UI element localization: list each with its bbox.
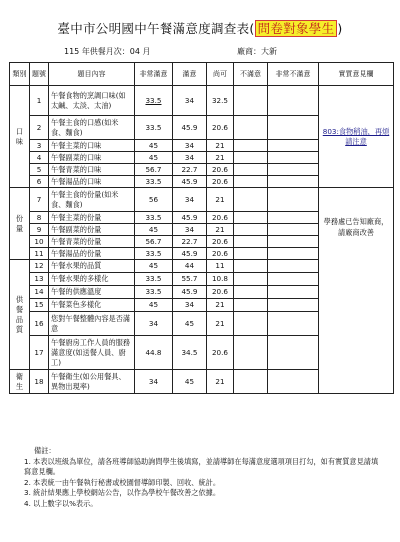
very-satisfied-value	[135, 286, 173, 299]
very-dissatisfied-value	[268, 140, 319, 152]
very-satisfied-number: 45	[148, 140, 159, 150]
very-dissatisfied-value	[268, 273, 319, 286]
very-satisfied-value	[135, 370, 173, 394]
very-satisfied-number: 45	[148, 261, 159, 270]
dissatisfied-value	[234, 224, 268, 236]
notes	[24, 446, 384, 509]
question-number: 6	[30, 176, 49, 188]
question-number: 8	[30, 212, 49, 224]
note-item: 1. 本表以班級為單位，請各班導師協助詢問學生後填寫，並請導師在每滿意度選項項目打勾，如有實質意見請填寫意見欄。	[24, 456, 379, 476]
question-number: 4	[30, 152, 49, 164]
question-number: 2	[30, 116, 49, 140]
very-dissatisfied-value	[268, 312, 319, 336]
category-cell: 份量	[10, 188, 30, 260]
fair-value: 21	[207, 140, 234, 152]
satisfied-value: 45.9	[173, 212, 207, 224]
question-text: 午餐衛生(如公用餐具、異物出現率)	[49, 370, 135, 394]
very-satisfied-value	[135, 336, 173, 370]
satisfied-value: 34.5	[173, 336, 207, 370]
very-satisfied-value	[135, 224, 173, 236]
very-satisfied-value	[135, 86, 173, 116]
very-satisfied-value	[135, 312, 173, 336]
very-satisfied-number: 33.5	[145, 274, 162, 283]
question-text: 午餐水果的品質	[49, 260, 135, 273]
very-satisfied-number: 33.5	[145, 212, 162, 222]
very-satisfied-number: 33.5	[145, 122, 162, 132]
very-satisfied-number: 45	[148, 300, 159, 309]
very-satisfied-number: 56	[148, 194, 159, 204]
very-dissatisfied-value	[268, 176, 319, 188]
note-item: 4. 以上數字以%表示。	[24, 498, 98, 508]
satisfied-value: 34	[173, 86, 207, 116]
very-satisfied-value	[135, 176, 173, 188]
very-satisfied-value	[135, 212, 173, 224]
satisfied-value: 45.9	[173, 176, 207, 188]
question-number: 16	[30, 312, 49, 336]
fair-value: 21	[207, 312, 234, 336]
question-text: 您對午餐整體內容是否滿意	[49, 312, 135, 336]
question-text: 午餐主菜的口味	[49, 140, 135, 152]
fair-value: 20.6	[207, 248, 234, 260]
title-highlight: 問卷對象學生	[255, 20, 338, 37]
satisfied-value: 55.7	[173, 273, 207, 286]
header-category: 類別	[10, 63, 30, 86]
opinion-response-text: 學務處已告知廠商，請廠商改善	[323, 217, 389, 237]
satisfied-value: 34	[173, 224, 207, 236]
table-header-row	[10, 63, 394, 86]
question-text: 午餐湯品的口味	[49, 176, 135, 188]
fair-value: 10.8	[207, 273, 234, 286]
satisfied-value: 44	[173, 260, 207, 273]
dissatisfied-value	[234, 176, 268, 188]
dissatisfied-value	[234, 212, 268, 224]
satisfied-value: 22.7	[173, 236, 207, 248]
very-dissatisfied-value	[268, 224, 319, 236]
very-satisfied-number: 33.5	[145, 248, 162, 258]
question-number: 5	[30, 164, 49, 176]
fair-value: 20.6	[207, 116, 234, 140]
very-satisfied-value	[135, 260, 173, 273]
fair-value: 20.6	[207, 164, 234, 176]
very-satisfied-value	[135, 152, 173, 164]
page-title	[0, 19, 400, 37]
satisfied-value: 34	[173, 299, 207, 312]
dissatisfied-value	[234, 140, 268, 152]
very-dissatisfied-value	[268, 236, 319, 248]
very-satisfied-number: 45	[148, 224, 159, 234]
satisfied-value: 45	[173, 312, 207, 336]
header-dissatisfied: 不滿意	[234, 63, 268, 86]
very-dissatisfied-value	[268, 260, 319, 273]
very-satisfied-number: 56.7	[145, 164, 162, 174]
opinion-cell-top	[319, 86, 394, 188]
fair-value: 21	[207, 152, 234, 164]
dissatisfied-value	[234, 248, 268, 260]
question-number: 13	[30, 273, 49, 286]
dissatisfied-value	[234, 116, 268, 140]
very-dissatisfied-value	[268, 286, 319, 299]
question-text: 午餐水果的多樣化	[49, 273, 135, 286]
satisfied-value: 34	[173, 140, 207, 152]
fair-value: 20.6	[207, 286, 234, 299]
question-number: 11	[30, 248, 49, 260]
note-item: 2. 本表統一由午餐執行秘書或校園督導師印製、回收、統計。	[24, 477, 221, 487]
very-satisfied-number: 56.7	[145, 236, 162, 246]
title-suffix: )	[337, 21, 343, 36]
dissatisfied-value	[234, 273, 268, 286]
category-cell: 衛生	[10, 370, 30, 394]
very-satisfied-number: 44.8	[145, 347, 162, 357]
question-number: 15	[30, 299, 49, 312]
very-satisfied-value	[135, 164, 173, 176]
dissatisfied-value	[234, 260, 268, 273]
very-satisfied-value	[135, 116, 173, 140]
very-satisfied-number: 33.5	[145, 95, 162, 105]
very-dissatisfied-value	[268, 370, 319, 394]
fair-value: 21	[207, 188, 234, 212]
fair-value: 21	[207, 224, 234, 236]
question-text: 午餐食物的烹調口味(如太鹹、太淡、太油)	[49, 86, 135, 116]
fair-value: 21	[207, 299, 234, 312]
very-dissatisfied-value	[268, 164, 319, 176]
question-number: 10	[30, 236, 49, 248]
vendor-name: 廠商：大新	[237, 47, 277, 56]
question-text: 午餐主食的口感(如米食、麵食)	[49, 116, 135, 140]
dissatisfied-value	[234, 86, 268, 116]
satisfied-value: 34	[173, 152, 207, 164]
dissatisfied-value	[234, 188, 268, 212]
question-number: 18	[30, 370, 49, 394]
question-number: 3	[30, 140, 49, 152]
very-satisfied-value	[135, 236, 173, 248]
very-dissatisfied-value	[268, 152, 319, 164]
question-number: 9	[30, 224, 49, 236]
very-dissatisfied-value	[268, 86, 319, 116]
very-satisfied-value	[135, 248, 173, 260]
question-text: 午餐菜色多樣化	[49, 299, 135, 312]
very-satisfied-number: 45	[148, 152, 159, 162]
dissatisfied-value	[234, 164, 268, 176]
category-cell: 口味	[10, 86, 30, 188]
satisfied-value: 45.9	[173, 248, 207, 260]
question-number: 14	[30, 286, 49, 299]
question-number: 1	[30, 86, 49, 116]
category-cell: 供餐品質	[10, 260, 30, 370]
satisfied-value: 45.9	[173, 286, 207, 299]
satisfied-value: 22.7	[173, 164, 207, 176]
very-dissatisfied-value	[268, 212, 319, 224]
table-row	[10, 188, 394, 212]
question-text: 午餐主菜的份量	[49, 212, 135, 224]
question-text: 午餐湯品的份量	[49, 248, 135, 260]
title-prefix: 臺中市公明國中午餐滿意度調查表(	[57, 21, 255, 36]
very-dissatisfied-value	[268, 299, 319, 312]
header-opinion: 實質意見欄	[319, 63, 394, 86]
supply-month: 115 年供餐月次：04 月	[64, 47, 151, 56]
dissatisfied-value	[234, 236, 268, 248]
opinion-cell-bottom	[319, 188, 394, 394]
very-satisfied-value	[135, 188, 173, 212]
very-satisfied-value	[135, 299, 173, 312]
fair-value: 20.6	[207, 176, 234, 188]
header-fair: 尚可	[207, 63, 234, 86]
fair-value: 21	[207, 370, 234, 394]
very-satisfied-value	[135, 140, 173, 152]
fair-value: 32.5	[207, 86, 234, 116]
dissatisfied-value	[234, 286, 268, 299]
fair-value: 11	[207, 260, 234, 273]
very-satisfied-number: 33.5	[145, 176, 162, 186]
question-number: 7	[30, 188, 49, 212]
satisfied-value: 45.9	[173, 116, 207, 140]
header-item: 題目內容	[49, 63, 135, 86]
header-very-satisfied: 非常滿意	[135, 63, 173, 86]
question-text: 午餐副菜的份量	[49, 224, 135, 236]
very-satisfied-value	[135, 273, 173, 286]
question-number: 12	[30, 260, 49, 273]
dissatisfied-value	[234, 299, 268, 312]
survey-table	[9, 62, 394, 394]
very-dissatisfied-value	[268, 248, 319, 260]
header-satisfied: 滿意	[173, 63, 207, 86]
dissatisfied-value	[234, 152, 268, 164]
very-satisfied-number: 34	[148, 318, 159, 328]
opinion-text: 803:食物稍油，再煩請注意	[322, 126, 390, 146]
question-number: 17	[30, 336, 49, 370]
note-item: 3. 統計結果應上學校網站公告，以作為學校午餐改善之依據。	[24, 488, 221, 497]
satisfied-value: 45	[173, 370, 207, 394]
question-text: 午餐的供應溫度	[49, 286, 135, 299]
question-text: 午餐青菜的口味	[49, 164, 135, 176]
fair-value: 20.6	[207, 212, 234, 224]
question-text: 午餐副菜的口味	[49, 152, 135, 164]
very-satisfied-number: 34	[148, 376, 159, 386]
header-very-dissatisfied: 非常不滿意	[268, 63, 319, 86]
dissatisfied-value	[234, 336, 268, 370]
notes-heading: 備註：	[34, 446, 56, 455]
header-number: 題號	[30, 63, 49, 86]
dissatisfied-value	[234, 370, 268, 394]
question-text: 午餐主食的份量(如米食、麵食)	[49, 188, 135, 212]
very-dissatisfied-value	[268, 336, 319, 370]
table-row	[10, 86, 394, 116]
fair-value: 20.6	[207, 336, 234, 370]
very-dissatisfied-value	[268, 116, 319, 140]
very-satisfied-number: 33.5	[145, 287, 162, 296]
very-dissatisfied-value	[268, 188, 319, 212]
question-text: 午餐廚房工作人員的服務滿意度(如送餐人員、廚工)	[49, 336, 135, 370]
dissatisfied-value	[234, 312, 268, 336]
satisfied-value: 34	[173, 188, 207, 212]
fair-value: 20.6	[207, 236, 234, 248]
question-text: 午餐青菜的份量	[49, 236, 135, 248]
